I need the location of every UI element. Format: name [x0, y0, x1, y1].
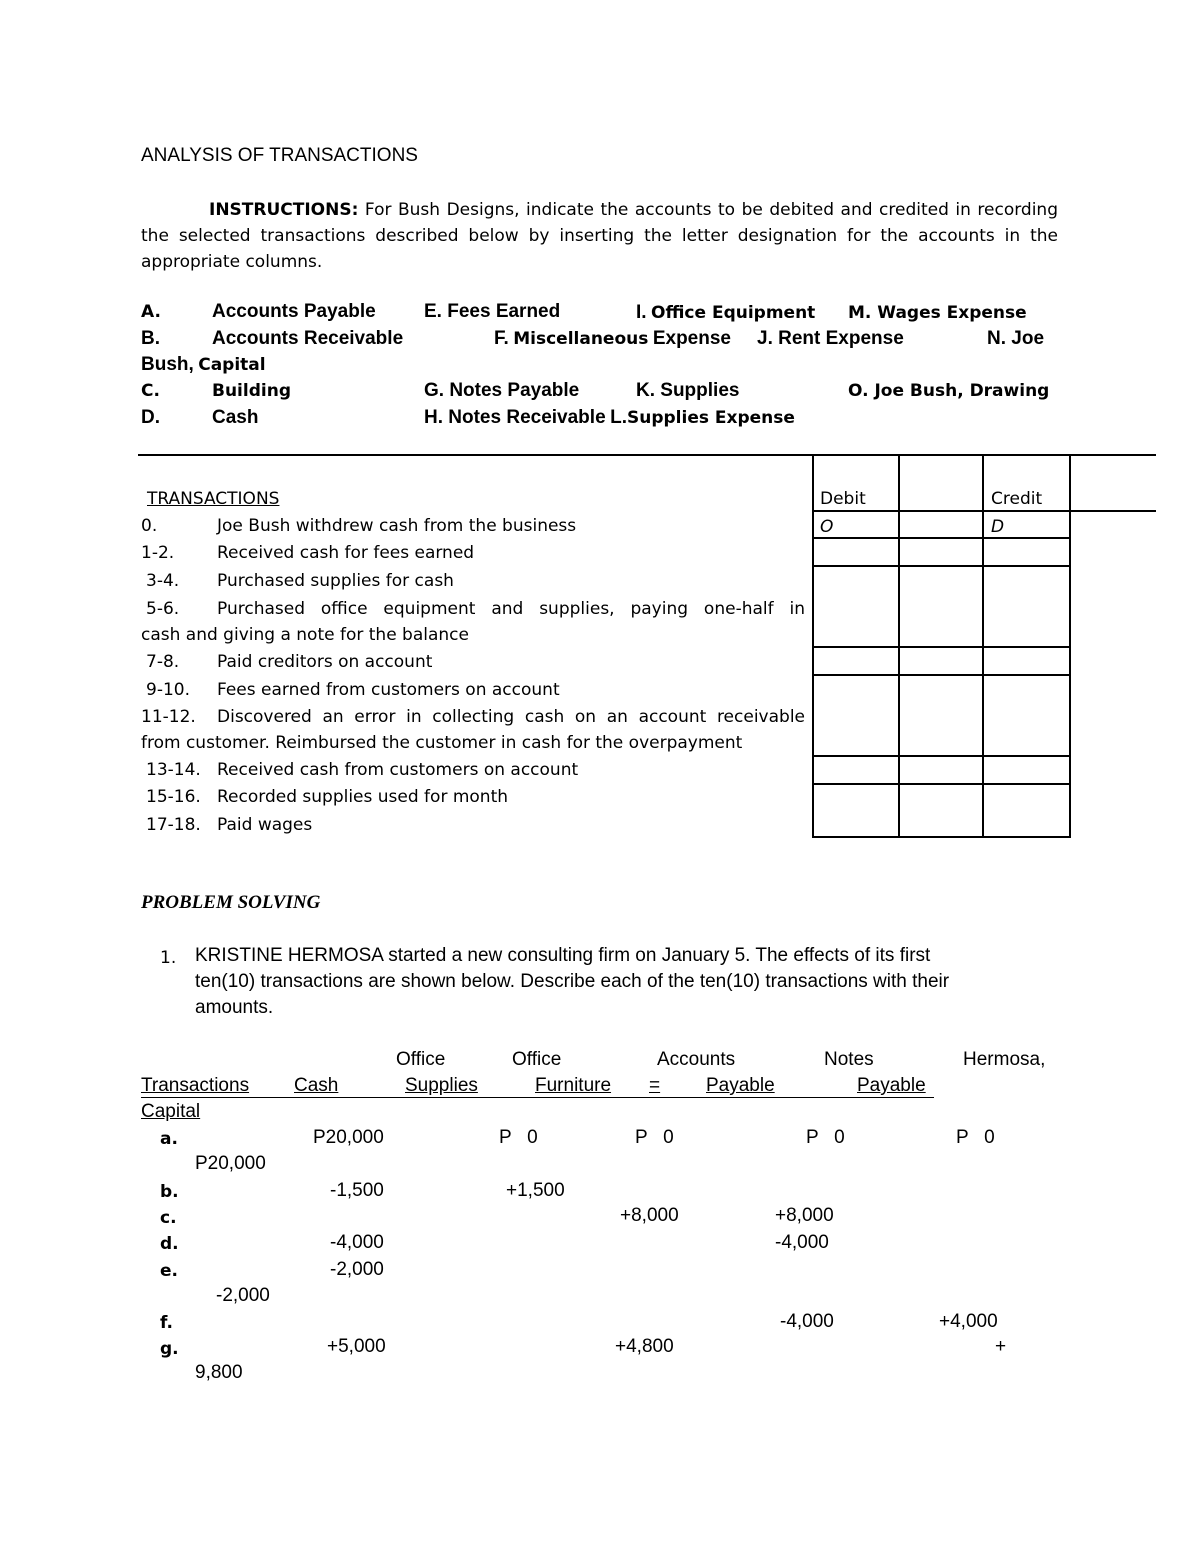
problem-text-line: KRISTINE HERMOSA started a new consulting firm on January 5. The effects of its first: [195, 945, 931, 966]
debit-header: Debit: [820, 489, 866, 509]
row-label: a.: [160, 1129, 178, 1149]
page-title: ANALYSIS OF TRANSACTIONS: [141, 145, 418, 166]
capital-value: P20,000: [195, 1153, 266, 1174]
account-l-name: Supplies Expense: [626, 408, 795, 428]
tx-desc-cont: from customer. Reimbursed the customer in cash for the overpayment: [141, 733, 743, 753]
tx-desc: Recorded supplies used for month: [217, 787, 509, 807]
tx-num: 11-12.: [141, 707, 196, 727]
tx-num: 5-6.: [146, 599, 180, 619]
cash-value: P20,000: [313, 1127, 384, 1148]
instructions: [141, 197, 1058, 275]
credit-header: Credit: [991, 489, 1043, 509]
grid-hline: [812, 674, 1071, 676]
cash-value: -2,000: [330, 1259, 384, 1280]
problem-text-line: amounts.: [195, 997, 274, 1018]
account-c-name: Building: [212, 381, 291, 401]
tx-desc: Joe Bush withdrew cash from the business: [217, 516, 577, 536]
cash-value: -4,000: [330, 1232, 384, 1253]
header-furniture: Furniture: [535, 1075, 612, 1096]
grid-hline: [812, 755, 1071, 757]
tx-desc-cont: cash and giving a note for the balance: [141, 625, 469, 645]
account-h: H. Notes Receivable: [424, 407, 606, 428]
header-payable: Payable: [706, 1075, 775, 1096]
ap-value: -4,000: [780, 1311, 834, 1332]
account-b-name: Accounts Receivable: [212, 328, 404, 349]
tx-credit: D: [991, 517, 1005, 537]
grid-hline: [812, 510, 1156, 512]
row-label: c.: [160, 1208, 177, 1228]
supplies-value: +1,500: [506, 1180, 565, 1201]
tx-num: 0.: [141, 516, 158, 536]
np-value: +4,000: [939, 1311, 998, 1332]
tx-num: 17-18.: [146, 815, 201, 835]
account-a-name: Accounts Payable: [212, 301, 376, 322]
header-underline: [141, 1097, 934, 1098]
problem-solving-heading: PROBLEM SOLVING: [141, 892, 321, 913]
furniture-value: +8,000: [620, 1205, 679, 1226]
furniture-value: P 0: [635, 1127, 674, 1148]
account-f: [494, 328, 731, 350]
header-office: Office: [512, 1049, 562, 1070]
capital-sign: +: [995, 1336, 1007, 1357]
account-f-suffix: Expense: [652, 328, 731, 349]
grid-hline: [812, 646, 1071, 648]
grid-hline: [812, 783, 1071, 785]
header-capital: Capital: [141, 1101, 201, 1122]
header-supplies: Supplies: [405, 1075, 478, 1096]
furniture-value: +4,800: [615, 1336, 674, 1357]
grid-hline: [812, 565, 1071, 567]
header-cash: Cash: [294, 1075, 339, 1096]
account-d-letter: D.: [141, 407, 160, 428]
tx-num: 7-8.: [146, 652, 180, 672]
grid-hline: [812, 537, 1071, 539]
account-c-letter: C.: [141, 381, 160, 401]
header-payable: Payable: [857, 1075, 926, 1096]
header-hermosa: Hermosa,: [963, 1049, 1046, 1070]
account-k: K. Supplies: [636, 380, 740, 401]
header-accounts: Accounts: [657, 1049, 736, 1070]
capital-value: 9,800: [195, 1362, 243, 1383]
problem-item-number: 1.: [160, 948, 177, 968]
account-d-name: Cash: [212, 407, 259, 428]
account-n-suffix: Capital: [198, 355, 266, 375]
account-m: M. Wages Expense: [848, 303, 1027, 323]
instructions-lead: INSTRUCTIONS:: [209, 200, 359, 220]
account-j: J. Rent Expense: [757, 328, 904, 349]
account-g: G. Notes Payable: [424, 380, 580, 401]
account-l-letter: L.: [610, 407, 627, 428]
tx-desc: Fees earned from customers on account: [217, 680, 560, 700]
account-i: [636, 302, 815, 324]
cash-value: -1,500: [330, 1180, 384, 1201]
tx-desc: Purchased office equipment and supplies, paying one-half in: [217, 599, 805, 619]
row-label: f.: [160, 1313, 173, 1333]
account-e: E. Fees Earned: [424, 301, 561, 322]
header-office: Office: [396, 1049, 446, 1070]
tx-desc: Received cash from customers on account: [217, 760, 579, 780]
tx-desc: Received cash for fees earned: [217, 543, 475, 563]
account-n-mid: Bush,: [141, 354, 194, 375]
table-top-rule: [138, 454, 1156, 456]
ap-value: P 0: [806, 1127, 845, 1148]
header-transactions: Transactions: [141, 1075, 250, 1096]
row-label: b.: [160, 1182, 179, 1202]
tx-desc: Paid creditors on account: [217, 652, 433, 672]
transactions-header: TRANSACTIONS: [147, 489, 280, 509]
capital-value: -2,000: [216, 1285, 270, 1306]
np-value: P 0: [956, 1127, 995, 1148]
account-n-cont: [141, 354, 266, 376]
account-f-name: Miscellaneous: [513, 329, 649, 349]
account-b-letter: B.: [141, 328, 160, 349]
tx-desc: Paid wages: [217, 815, 313, 835]
account-o: O. Joe Bush, Drawing: [848, 381, 1050, 401]
problem-text-line: ten(10) transactions are shown below. Describe each of the ten(10) transactions with their: [195, 971, 950, 992]
account-f-letter: F.: [494, 328, 509, 349]
tx-num: 15-16.: [146, 787, 201, 807]
ap-value: -4,000: [775, 1232, 829, 1253]
account-i-name: Office Equipment: [651, 303, 816, 323]
tx-num: 3-4.: [146, 571, 180, 591]
tx-desc: Discovered an error in collecting cash on an account receivable: [217, 707, 805, 727]
row-label: d.: [160, 1234, 179, 1254]
tx-debit: O: [820, 517, 834, 537]
account-n-prefix: N. Joe: [987, 328, 1045, 349]
row-label: e.: [160, 1261, 178, 1281]
header-notes: Notes: [824, 1049, 874, 1070]
grid-hline: [812, 836, 1071, 838]
tx-num: 9-10.: [146, 680, 190, 700]
tx-num: 13-14.: [146, 760, 201, 780]
account-i-letter: I.: [636, 302, 647, 323]
tx-num: 1-2.: [141, 543, 175, 563]
tx-desc: Purchased supplies for cash: [217, 571, 454, 591]
header-equals: =: [649, 1075, 661, 1096]
account-h-l: [424, 407, 795, 429]
ap-value: +8,000: [775, 1205, 834, 1226]
account-a-letter: A.: [141, 302, 161, 322]
cash-value: +5,000: [327, 1336, 386, 1357]
supplies-value: P 0: [499, 1127, 538, 1148]
row-label: g.: [160, 1339, 179, 1359]
instructions-text: For Bush Designs, indicate the accounts to be debited and credited in recording the selected transactions described below by inserting the letter designation for the accounts in the appropriate columns.: [141, 200, 1058, 272]
